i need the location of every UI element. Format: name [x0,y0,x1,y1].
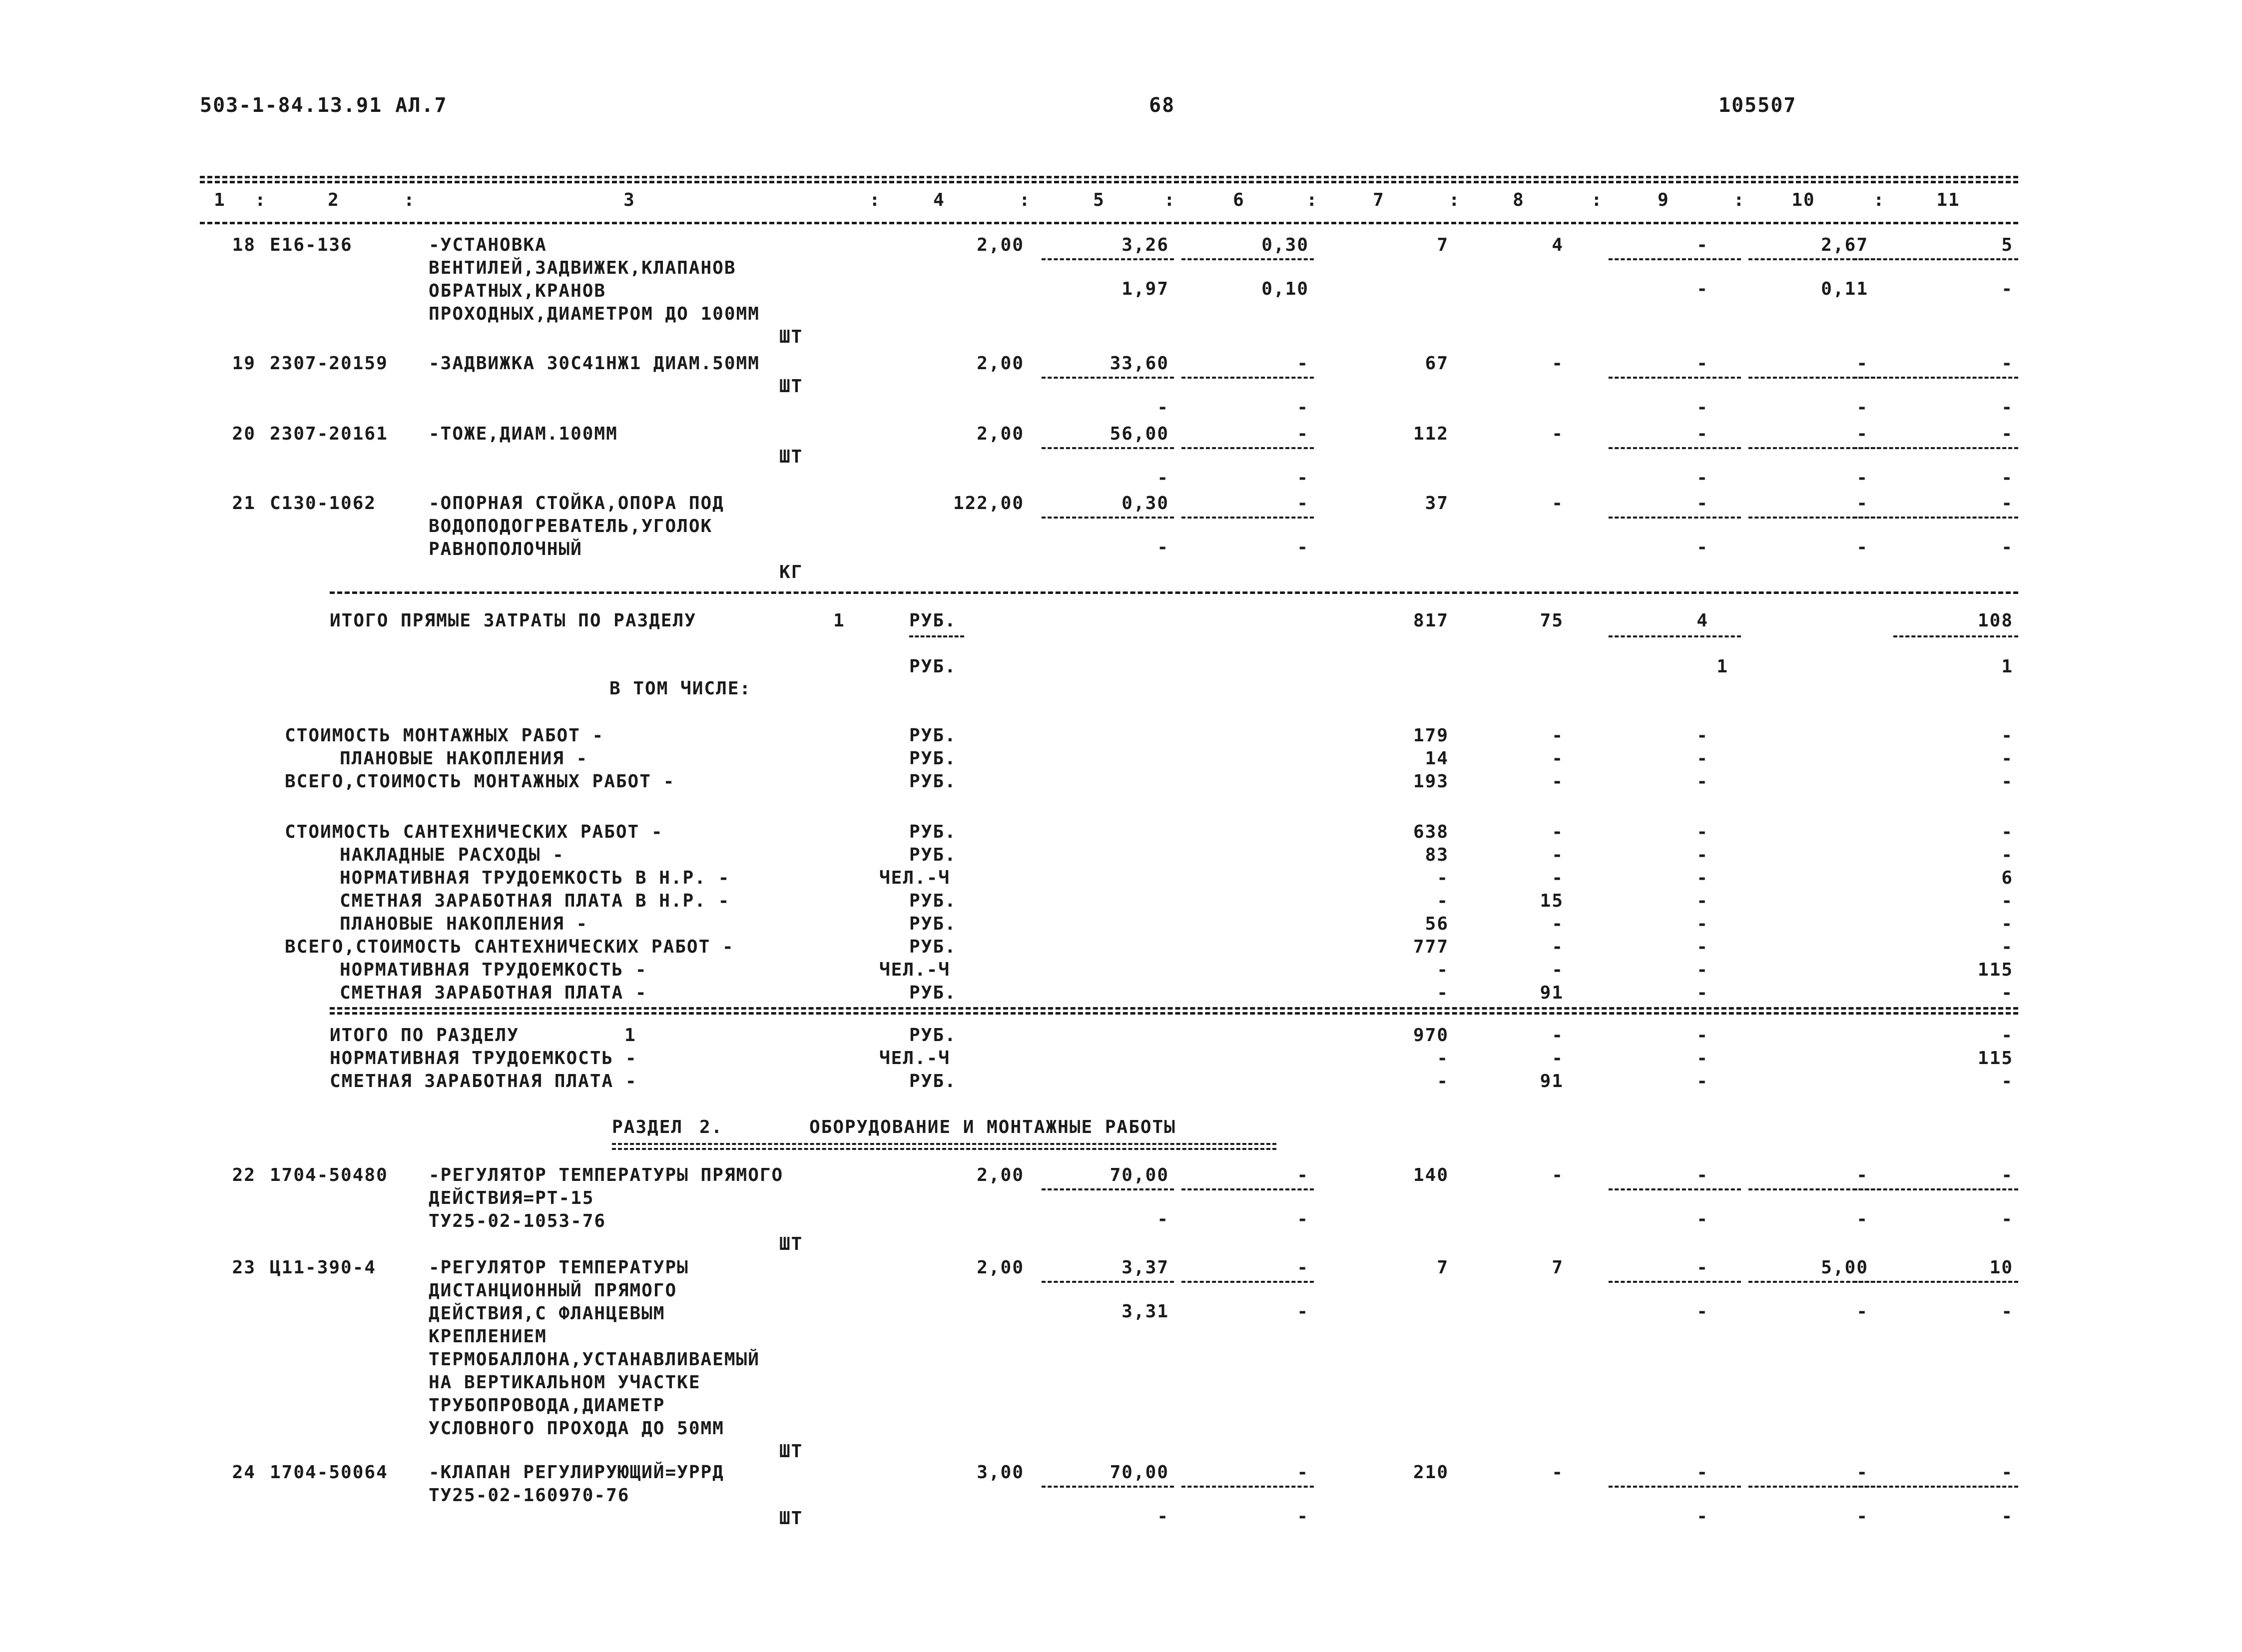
cell-divider [1609,447,1741,449]
cell-col8: 4 [1552,235,1564,255]
cell-col6: - [1297,1462,1309,1483]
cell-col11: 10 [1989,1257,2013,1278]
cell-col10: 5,00 [1821,1257,1868,1278]
cell-col9-sub: - [1696,397,1708,418]
totals-col11: 108 [1977,610,2013,631]
breakdown-unit: ЧЕЛ.-Ч [879,868,951,888]
breakdown-unit: РУБ. [909,822,957,842]
row-description-line: УСЛОВНОГО ПРОХОДА ДО 50ММ [429,1418,724,1439]
cell-col11-sub: - [2001,397,2013,418]
breakdown-col8: 91 [1540,983,1564,1003]
cell-col5: 0,30 [1121,493,1169,514]
cell-col10-sub: - [1856,1301,1868,1322]
cell-col9: - [1696,235,1708,255]
cell-col6: - [1297,493,1309,514]
totals-unit-sub: РУБ. [909,656,957,677]
cell-col10-sub: - [1856,1209,1868,1229]
breakdown-col11: - [2001,914,2013,934]
breakdown-unit: РУБ. [909,937,957,957]
column-header-1: 1 [214,190,226,210]
row-number: 20 [232,424,256,444]
cell-col9: - [1696,1257,1708,1278]
cell-col11-sub: - [2001,279,2013,299]
cell-divider [1853,258,2018,260]
breakdown-col11: 6 [2001,868,2013,888]
cell-col9-sub: - [1696,537,1708,557]
cell-col6-sub: - [1297,537,1309,557]
section-word: РАЗДЕЛ [612,1117,683,1137]
row-description-line: ДЕЙСТВИЯ,С ФЛАНЦЕВЫМ [429,1303,665,1324]
row-number: 24 [232,1462,256,1483]
section-total-col7: 970 [1413,1025,1449,1046]
section-total-col11: - [2001,1025,2013,1046]
cell-col8: - [1552,1165,1564,1185]
section-total-col7: - [1437,1071,1449,1092]
breakdown-unit: РУБ. [909,914,957,934]
row-number: 21 [232,493,256,514]
cell-col5-sub: - [1157,468,1169,488]
row-description-line: ВОДОПОДОГРЕВАТЕЛЬ,УГОЛОК [429,516,713,537]
section-total-rule-2 [330,1012,2018,1015]
row-code: 1704-50480 [270,1165,388,1185]
section-total-col7: - [1437,1048,1449,1069]
table-top-rule-2 [200,181,2018,183]
unit-divider [909,635,964,637]
cell-col11: - [2001,353,2013,374]
column-header-rule [200,222,2018,224]
row-quantity: 2,00 [977,424,1024,444]
column-header-6: 6 [1233,190,1245,210]
cell-col5-sub: - [1157,1506,1169,1527]
cell-col9-sub: - [1696,1301,1708,1322]
cell-col9-sub: - [1696,468,1708,488]
cell-divider [1853,377,2018,379]
row-description-line: ТЕРМОБАЛЛОНА,УСТАНАВЛИВАЕМЫЙ [429,1349,760,1370]
breakdown-col11: - [2001,822,2013,842]
breakdown-label: ВСЕГО,СТОИМОСТЬ САНТЕХНИЧЕСКИХ РАБОТ - [285,937,734,957]
row-description-line: -РЕГУЛЯТОР ТЕМПЕРАТУРЫ [429,1257,689,1278]
cell-col10: 2,67 [1821,235,1868,255]
cell-col9-sub: - [1696,279,1708,299]
breakdown-col9: - [1696,748,1708,769]
breakdown-label: НОРМАТИВНАЯ ТРУДОЕМКОСТЬ - [340,960,647,980]
cell-col8: - [1552,353,1564,374]
breakdown-label: ПЛАНОВЫЕ НАКОПЛЕНИЯ - [340,748,588,769]
column-header-5: 5 [1093,190,1105,210]
column-header-4: 4 [933,190,945,210]
breakdown-col9: - [1696,725,1708,746]
cell-col8: - [1552,424,1564,444]
column-separator: : [1306,190,1318,210]
cell-col5: 3,37 [1121,1257,1169,1278]
cell-divider [1042,517,1174,519]
row-unit: КГ [779,562,803,582]
cell-divider [1893,635,2018,637]
cell-col5: 70,00 [1110,1165,1169,1185]
breakdown-col7: 83 [1425,845,1449,865]
cell-divider [1181,1486,1314,1488]
row-code: С130-1062 [270,493,377,514]
row-description-line: -ОПОРНАЯ СТОЙКА,ОПОРА ПОД [429,493,724,514]
cell-col9: - [1696,493,1708,514]
cell-col9: - [1696,424,1708,444]
row-description-line: ДЕЙСТВИЯ=РТ-15 [429,1188,594,1208]
cell-col6-sub: - [1297,1301,1309,1322]
breakdown-label: ВСЕГО,СТОИМОСТЬ МОНТАЖНЫХ РАБОТ - [285,771,675,792]
cell-divider [1181,1281,1314,1283]
cell-col7: 7 [1437,1257,1449,1278]
cell-col5: 70,00 [1110,1462,1169,1483]
cell-col6-sub: - [1297,1506,1309,1527]
section-total-unit: РУБ. [909,1071,957,1092]
section-total-col9: - [1696,1071,1708,1092]
cell-divider [1181,517,1314,519]
row-description-line: ПРОХОДНЫХ,ДИАМЕТРОМ ДО 100ММ [429,304,760,324]
row-unit: ШТ [779,1441,803,1462]
breakdown-col9: - [1696,845,1708,865]
cell-divider [1853,1188,2018,1190]
breakdown-col7: - [1437,891,1449,911]
breakdown-label: НАКЛАДНЫЕ РАСХОДЫ - [340,845,564,865]
section-total-col9: - [1696,1025,1708,1046]
breakdown-unit: РУБ. [909,725,957,746]
cell-col7: 37 [1425,493,1449,514]
cell-col10-sub: 0,11 [1821,279,1868,299]
cell-divider [1609,258,1741,260]
section-total-col11: - [2001,1071,2013,1092]
breakdown-col8: - [1552,748,1564,769]
cell-divider [1181,258,1314,260]
cell-col5: 3,26 [1121,235,1169,255]
row-unit: ШТ [779,1234,803,1254]
row-code: Ц11-390-4 [270,1257,377,1278]
cell-divider [1609,1281,1741,1283]
column-separator: : [1164,190,1176,210]
row-quantity: 122,00 [953,493,1024,514]
breakdown-col8: - [1552,937,1564,957]
totals-rule [330,591,2018,594]
breakdown-unit: РУБ. [909,891,957,911]
breakdown-label: СМЕТНАЯ ЗАРАБОТНАЯ ПЛАТА В Н.Р. - [340,891,730,911]
row-code: 1704-50064 [270,1462,388,1483]
breakdown-col11: - [2001,725,2013,746]
column-header-7: 7 [1373,190,1385,210]
row-code: 2307-20159 [270,353,388,374]
breakdown-label: НОРМАТИВНАЯ ТРУДОЕМКОСТЬ В Н.Р. - [340,868,730,888]
cell-col7: 67 [1425,353,1449,374]
cell-col10-sub: - [1856,1506,1868,1527]
section-total-number: 1 [624,1025,636,1046]
cell-divider [1609,635,1741,637]
row-description-line: РАВНОПОЛОЧНЫЙ [429,539,582,559]
cell-col6: 0,30 [1261,235,1309,255]
row-description-line: -РЕГУЛЯТОР ТЕМПЕРАТУРЫ ПРЯМОГО [429,1165,784,1185]
column-separator: : [869,190,881,210]
cell-divider [1853,1486,2018,1488]
row-description-line: ТУ25-02-160970-76 [429,1485,630,1506]
section-total-rule [330,1007,2018,1010]
cell-divider [1181,377,1314,379]
row-description-line: ВЕНТИЛЕЙ,ЗАДВИЖЕК,КЛАПАНОВ [429,258,736,278]
breakdown-col8: - [1552,822,1564,842]
cell-col11: - [2001,1165,2013,1185]
cell-divider [1609,1188,1741,1190]
cell-col9-sub: - [1696,1506,1708,1527]
breakdown-col11: - [2001,748,2013,769]
section-total-col9: - [1696,1048,1708,1069]
row-quantity: 2,00 [977,353,1024,374]
row-quantity: 2,00 [977,1165,1024,1185]
cell-divider [1042,1188,1174,1190]
column-separator: : [1591,190,1603,210]
cell-col11-sub: - [2001,1209,2013,1229]
cell-col5-sub: - [1157,397,1169,418]
cell-col10: - [1856,424,1868,444]
breakdown-col11: - [2001,937,2013,957]
breakdown-unit: РУБ. [909,845,957,865]
column-header-8: 8 [1513,190,1525,210]
cell-col7: 112 [1413,424,1449,444]
cell-col11: 5 [2001,235,2013,255]
row-quantity: 3,00 [977,1462,1024,1483]
cell-col8: 7 [1552,1257,1564,1278]
row-description-line: -УСТАНОВКА [429,235,547,255]
cell-col10: - [1856,353,1868,374]
cell-col6-sub: - [1297,468,1309,488]
breakdown-col7: - [1437,983,1449,1003]
totals-col8: 75 [1540,610,1564,631]
cell-col5-sub: - [1157,1209,1169,1229]
breakdown-col11: - [2001,891,2013,911]
breakdown-label: СТОИМОСТЬ МОНТАЖНЫХ РАБОТ - [285,725,604,746]
row-quantity: 2,00 [977,235,1024,255]
cell-col6: - [1297,353,1309,374]
breakdown-col9: - [1696,822,1708,842]
cell-divider [1042,258,1174,260]
column-separator: : [404,190,416,210]
row-number: 19 [232,353,256,374]
section-total-label: ИТОГО ПО РАЗДЕЛУ [330,1025,519,1046]
cell-col11-sub: - [2001,1301,2013,1322]
row-number: 18 [232,235,256,255]
row-description-line: -ТОЖЕ,ДИАМ.100ММ [429,424,618,444]
totals-col9-sub: 1 [1716,656,1728,677]
column-separator: : [1733,190,1745,210]
cell-col7: 140 [1413,1165,1449,1185]
breakdown-col9: - [1696,891,1708,911]
breakdown-unit: ЧЕЛ.-Ч [879,960,951,980]
section-total-col8: - [1552,1048,1564,1069]
cell-divider [1853,517,2018,519]
breakdown-col9: - [1696,937,1708,957]
column-separator: : [255,190,267,210]
cell-col11: - [2001,1462,2013,1483]
breakdown-col9: - [1696,960,1708,980]
breakdown-col11: - [2001,983,2013,1003]
breakdown-col7: - [1437,960,1449,980]
section-total-col11: 115 [1977,1048,2013,1069]
breakdown-col7: 179 [1413,725,1449,746]
breakdown-label: СМЕТНАЯ ЗАРАБОТНАЯ ПЛАТА - [340,983,647,1003]
row-code: 2307-20161 [270,424,388,444]
cell-col5: 33,60 [1110,353,1169,374]
cell-col10-sub: - [1856,468,1868,488]
row-description-line: -ЗАДВИЖКА 30С41НЖ1 ДИАМ.50ММ [429,353,760,374]
breakdown-col11: - [2001,771,2013,792]
totals-col7: 817 [1413,610,1449,631]
totals-unit: РУБ. [909,610,957,631]
column-header-9: 9 [1658,190,1670,210]
breakdown-col7: 638 [1413,822,1449,842]
cell-col5-sub: - [1157,537,1169,557]
row-description-line: КРЕПЛЕНИЕМ [429,1326,547,1347]
cell-col10: - [1856,1462,1868,1483]
breakdown-col8: - [1552,725,1564,746]
breakdown-col11: 115 [1977,960,2013,980]
cell-col6: - [1297,1257,1309,1278]
column-header-10: 10 [1791,190,1815,210]
cell-divider [1042,1486,1174,1488]
cell-divider [1853,447,2018,449]
doc-number: 105507 [1718,94,1797,117]
cell-divider [1609,517,1741,519]
cell-col6-sub: 0,10 [1261,279,1309,299]
breakdown-col7: 193 [1413,771,1449,792]
cell-col9: - [1696,1165,1708,1185]
column-header-2: 2 [328,190,340,210]
cell-divider [1181,447,1314,449]
page-number: 68 [1149,94,1175,117]
breakdown-col8: - [1552,960,1564,980]
cell-col11: - [2001,424,2013,444]
cell-divider [1853,1281,2018,1283]
column-separator: : [1449,190,1461,210]
cell-col5: 56,00 [1110,424,1169,444]
row-code: Е16-136 [270,235,353,255]
including-label: В ТОМ ЧИСЛЕ: [609,678,752,699]
row-description-line: НА ВЕРТИКАЛЬНОМ УЧАСТКЕ [429,1372,701,1393]
row-number: 22 [232,1165,256,1185]
column-separator: : [1019,190,1031,210]
cell-divider [1042,377,1174,379]
cell-col9-sub: - [1696,1209,1708,1229]
section-total-col8: 91 [1540,1071,1564,1092]
section-total-label: СМЕТНАЯ ЗАРАБОТНАЯ ПЛАТА - [330,1071,637,1092]
cell-col7: 7 [1437,235,1449,255]
section-total-label: НОРМАТИВНАЯ ТРУДОЕМКОСТЬ - [330,1048,637,1069]
section-total-col8: - [1552,1025,1564,1046]
row-unit: ШТ [779,447,803,467]
cell-col8: - [1552,493,1564,514]
section-heading-underline [612,1143,1276,1145]
breakdown-col9: - [1696,771,1708,792]
section-total-unit: РУБ. [909,1025,957,1046]
totals-section: 1 [833,610,845,631]
doc-code: 503-1-84.13.91 АЛ.7 [200,94,448,117]
breakdown-col7: 777 [1413,937,1449,957]
cell-col11-sub: - [2001,1506,2013,1527]
cell-divider [1609,377,1741,379]
cell-divider [1609,1486,1741,1488]
row-description-line: -КЛАПАН РЕГУЛИРУЮЩИЙ=УРРД [429,1462,724,1483]
cell-col9: - [1696,1462,1708,1483]
cell-col6: - [1297,424,1309,444]
totals-col11-sub: 1 [2001,656,2013,677]
cell-col11-sub: - [2001,468,2013,488]
cell-col10: - [1856,1165,1868,1185]
cell-col5-sub: 1,97 [1121,279,1169,299]
breakdown-col9: - [1696,983,1708,1003]
row-unit: ШТ [779,376,803,397]
column-separator: : [1873,190,1885,210]
row-quantity: 2,00 [977,1257,1024,1278]
cell-divider [1042,447,1174,449]
table-top-rule [200,176,2018,178]
breakdown-col8: - [1552,771,1564,792]
row-unit: ШТ [779,327,803,347]
row-number: 23 [232,1257,256,1278]
section-title: ОБОРУДОВАНИЕ И МОНТАЖНЫЕ РАБОТЫ [809,1117,1176,1137]
row-unit: ШТ [779,1508,803,1529]
breakdown-unit: РУБ. [909,771,957,792]
breakdown-col11: - [2001,845,2013,865]
breakdown-label: СТОИМОСТЬ САНТЕХНИЧЕСКИХ РАБОТ - [285,822,663,842]
section-total-unit: ЧЕЛ.-Ч [879,1048,951,1069]
breakdown-col8: 15 [1540,891,1564,911]
breakdown-col7: 14 [1425,748,1449,769]
cell-col6-sub: - [1297,397,1309,418]
column-header-11: 11 [1936,190,1960,210]
totals-col9: 4 [1696,610,1708,631]
breakdown-unit: РУБ. [909,983,957,1003]
breakdown-col8: - [1552,868,1564,888]
cell-col6: - [1297,1165,1309,1185]
cell-divider [1181,1188,1314,1190]
row-description-line: ОБРАТНЫХ,КРАНОВ [429,281,606,301]
cell-col11-sub: - [2001,537,2013,557]
cell-col10: - [1856,493,1868,514]
cell-col8: - [1552,1462,1564,1483]
cell-col7: 210 [1413,1462,1449,1483]
row-description-line: ДИСТАНЦИОННЫЙ ПРЯМОГО [429,1280,677,1301]
section-number: 2. [699,1117,723,1137]
cell-col9: - [1696,353,1708,374]
breakdown-col9: - [1696,914,1708,934]
cell-col11: - [2001,493,2013,514]
row-description-line: ТУ25-02-1053-76 [429,1211,606,1231]
breakdown-label: ПЛАНОВЫЕ НАКОПЛЕНИЯ - [340,914,588,934]
cell-col6-sub: - [1297,1209,1309,1229]
breakdown-col8: - [1552,845,1564,865]
cell-col5-sub: 3,31 [1121,1301,1169,1322]
cell-divider [1042,1281,1174,1283]
breakdown-col7: - [1437,868,1449,888]
row-description-line: ТРУБОПРОВОДА,ДИАМЕТР [429,1395,665,1416]
totals-label: ИТОГО ПРЯМЫЕ ЗАТРАТЫ ПО РАЗДЕЛУ [330,610,696,631]
breakdown-col9: - [1696,868,1708,888]
breakdown-col8: - [1552,914,1564,934]
breakdown-unit: РУБ. [909,748,957,769]
breakdown-col7: 56 [1425,914,1449,934]
cell-col10-sub: - [1856,537,1868,557]
cell-col10-sub: - [1856,397,1868,418]
column-header-3: 3 [623,190,635,210]
